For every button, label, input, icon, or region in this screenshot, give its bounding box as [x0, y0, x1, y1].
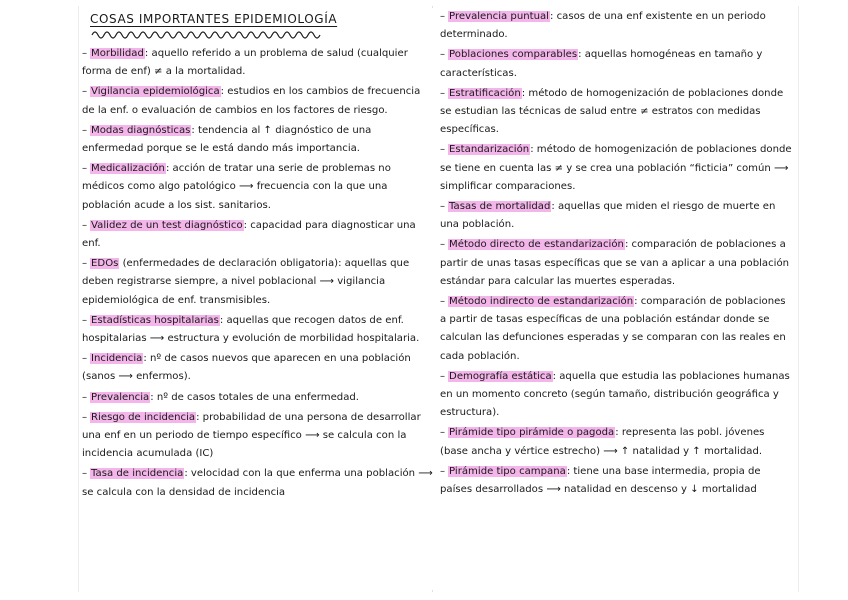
highlighted-term: Poblaciones comparables [449, 49, 578, 61]
entry-definition: : método de homogenización de poblaciones donde se tiene en cuenta las ≠ y se crea una población “ficticia” común ⟶ simplificar comparaciones. [440, 144, 792, 192]
notes-page-left [82, 8, 434, 590]
note-entry [440, 85, 792, 140]
entry-definition: : tiene una base intermedia, propia de países desarrollados ⟶ natalidad en descenso y ↓ mortalidad [440, 465, 761, 496]
entry-dash: – [440, 296, 446, 308]
note-entry [82, 389, 434, 407]
entry-dash: – [82, 391, 88, 403]
entry-dash: – [440, 87, 446, 99]
entry-definition: : comparación de poblaciones a partir de unas tasas específicas que se van a aplicar a una población estándar para calcular las muertes esperadas. [440, 239, 790, 287]
title-squiggle-underline [90, 29, 322, 39]
note-entry [440, 368, 792, 423]
note-entry [82, 409, 434, 464]
entry-definition: : aquellas que recogen datos de enf. hospitalarias ⟶ estructura y evolución de morbilidad hospitalaria. [82, 314, 420, 345]
entry-dash: – [440, 427, 446, 439]
entry-dash: – [440, 370, 446, 382]
note-entry [82, 465, 434, 501]
highlighted-term: Medicalización [91, 163, 165, 175]
entry-dash: – [440, 239, 446, 251]
entry-dash: – [82, 258, 88, 270]
entry-definition: : probabilidad de una persona de desarrollar una enf en un periodo de tiempo específico ⟶ se calcula con la incidencia acumulada (IC) [82, 411, 421, 460]
note-entry [82, 255, 434, 310]
note-entry [440, 198, 792, 234]
highlighted-term: Método indirecto de estandarización [449, 296, 634, 308]
note-entry [82, 122, 434, 158]
entry-definition: : comparación de poblaciones a partir de tasas específicas de una población estándar donde se calculan las defunciones esperadas y se comparan con las reales en cada población. [440, 296, 786, 362]
highlighted-term: EDOs [91, 258, 119, 270]
highlighted-term: Demografía estática [449, 370, 552, 382]
note-entry [82, 350, 434, 386]
entry-dash: – [82, 48, 88, 59]
entry-definition: (enfermedades de declaración obligatoria): aquellas que deben registrarse siempre, a nivel poblacional ⟶ vigilancia epidemiológica de enf. transmisibles. [82, 258, 410, 306]
note-entry [440, 236, 792, 291]
highlighted-term: Pirámide tipo pirámide o pagoda [449, 427, 615, 439]
note-entry [82, 160, 434, 215]
entry-definition: : nº de casos nuevos que aparecen en una población (sanos ⟶ enfermos). [82, 353, 411, 383]
right-entries-list [440, 8, 792, 499]
highlighted-term: Estadísticas hospitalarias [91, 314, 219, 326]
entry-definition: : capacidad para diagnosticar una enf. [82, 219, 416, 250]
entry-definition: : aquello referido a un problema de salud (cualquier forma de enf) ≠ a la mortalidad. [82, 48, 408, 78]
entry-dash: – [82, 86, 88, 98]
highlighted-term: Morbilidad [91, 48, 144, 59]
highlighted-term: Riesgo de incidencia [91, 411, 196, 423]
note-entry [82, 217, 434, 253]
entry-dash: – [82, 353, 88, 365]
entry-definition: : aquella que estudia las poblaciones humanas en un momento concreto (según tamaño, distribución geográfica y estructura). [440, 370, 790, 419]
entry-dash: – [82, 468, 88, 480]
highlighted-term: Tasas de mortalidad [449, 201, 551, 213]
entry-definition: : aquellas que miden el riesgo de muerte en una población. [440, 201, 776, 231]
highlighted-term: Pirámide tipo campana [449, 465, 566, 477]
highlighted-term: Prevalencia [91, 391, 150, 403]
entry-dash: – [82, 411, 88, 423]
entry-definition: : acción de tratar una serie de problemas no médicos como algo patológico ⟶ frecuencia con la que una población acude a los sist. sanitarios. [82, 163, 391, 211]
highlighted-term: Tasa de incidencia [91, 468, 184, 480]
note-entry [440, 8, 792, 44]
entry-dash: – [82, 163, 88, 175]
entry-definition: : representa las pobl. jóvenes (base ancha y vértice estrecho) ⟶ ↑ natalidad y ↑ mortalidad. [440, 427, 765, 457]
note-entry [440, 293, 792, 366]
page-title: COSAS IMPORTANTES EPIDEMIOLOGÍA [90, 12, 338, 26]
entry-definition: : aquellas homogéneas en tamaño y características. [440, 49, 763, 79]
entry-dash: – [440, 11, 446, 22]
note-entry [440, 424, 792, 460]
highlighted-term: Validez de un test diagnóstico [91, 219, 243, 231]
entry-definition: : velocidad con la que enferma una población ⟶ se calcula con la densidad de incidencia [82, 468, 433, 498]
note-entry [440, 463, 792, 499]
note-entry [82, 312, 434, 348]
entry-dash: – [82, 314, 88, 326]
highlighted-term: Modas diagnósticas [91, 124, 191, 136]
note-entry [440, 141, 792, 196]
entry-definition: : estudios en los cambios de frecuencia de la enf. o evaluación de cambios en los factores de riesgo. [82, 86, 421, 116]
note-entry [82, 83, 434, 119]
entry-definition: : nº de casos totales de una enfermedad. [150, 391, 360, 403]
page-edge-left [78, 6, 79, 592]
entry-dash: – [440, 49, 446, 61]
entry-dash: – [440, 201, 446, 213]
left-entries-list [82, 45, 434, 502]
highlighted-term: Método directo de estandarización [449, 239, 624, 251]
entry-dash: – [440, 144, 446, 156]
entry-dash: – [440, 465, 446, 477]
highlighted-term: Estandarización [449, 144, 530, 156]
entry-dash: – [82, 124, 88, 136]
entry-dash: – [82, 219, 88, 231]
notes-page-right [440, 8, 792, 590]
note-entry [82, 45, 434, 81]
entry-definition: : casos de una enf existente en un periodo determinado. [440, 11, 766, 41]
highlighted-term: Incidencia [91, 353, 143, 365]
highlighted-term: Estratificación [449, 87, 521, 99]
entry-definition: : método de homogenización de poblaciones donde se estudian las técnicas de salud entre ≠ estratos con medidas específicas. [440, 87, 784, 136]
page-edge-right [798, 6, 799, 592]
entry-definition: : tendencia al ↑ diagnóstico de una enfermedad porque se le está dando más importancia. [82, 124, 372, 155]
highlighted-term: Vigilancia epidemiológica [91, 86, 220, 98]
note-entry [440, 46, 792, 82]
highlighted-term: Prevalencia puntual [449, 11, 549, 22]
